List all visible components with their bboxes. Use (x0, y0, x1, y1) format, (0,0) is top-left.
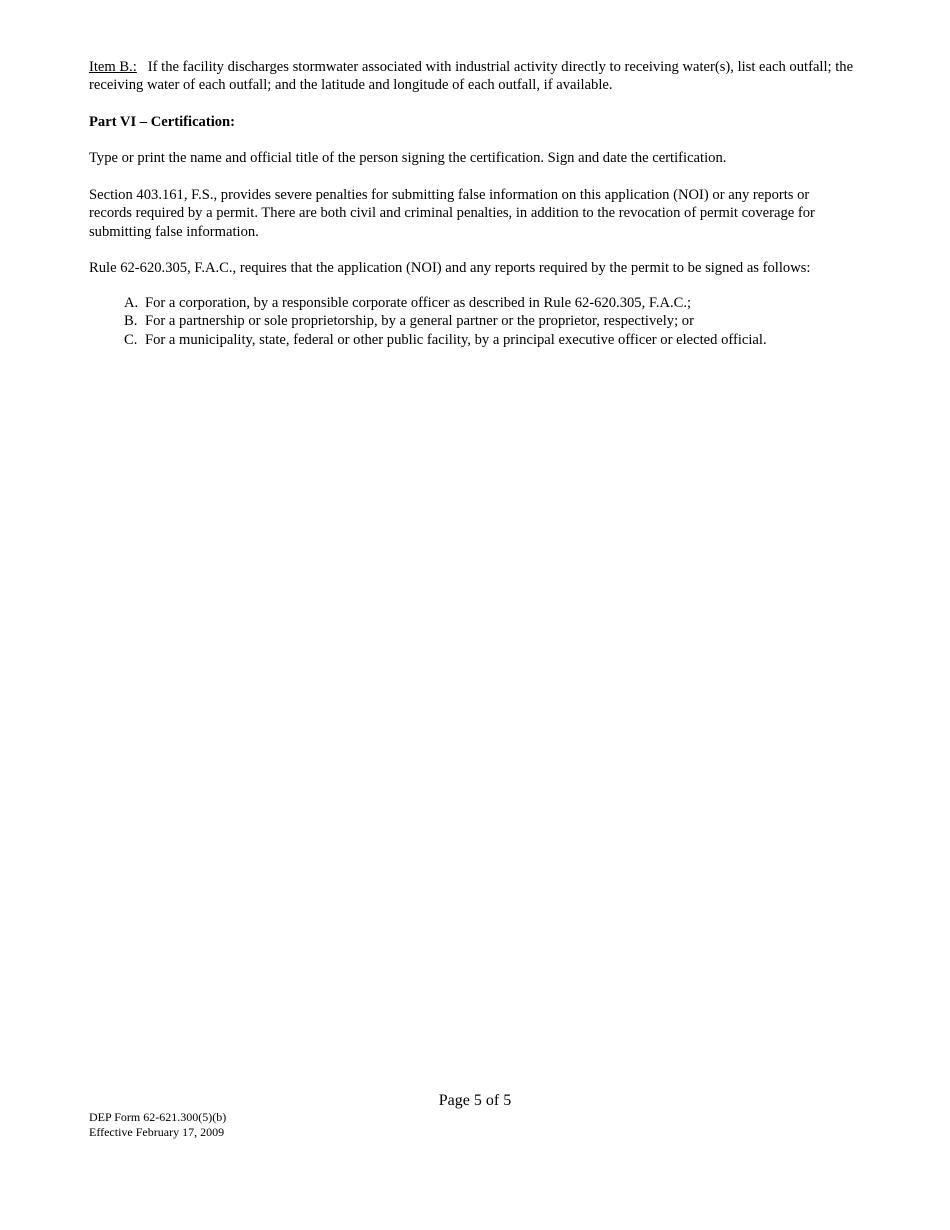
effective-date: Effective February 17, 2009 (89, 1125, 225, 1139)
part-vi-heading: Part VI – Certification: (89, 114, 236, 130)
list-item (124, 312, 864, 330)
list-item-text: For a partnership or sole proprietorship, by a general partner or the proprietor, respectively; or (145, 313, 694, 330)
item-b-text: If the facility discharges stormwater associated with industrial activity directly to receiving water(s), list each outfall; the receiving water of each outfall; and the latitude and longitude of each outfall, if available. (89, 59, 854, 94)
list-marker: B. (124, 313, 138, 330)
list-item-text: For a corporation, by a responsible corporate officer as described in Rule 62-620.305, F.A.C.; (145, 295, 692, 311)
list-item-text: For a municipality, state, federal or other public facility, by a principal executive officer or elected official. (145, 331, 767, 348)
penalties-paragraph: Section 403.161, F.S., provides severe penalties for submitting false information on this application (NOI) or any reports or records required by a permit. There are both civil and criminal penalties, in addition to the revocation of permit coverage for submitting false information. (89, 187, 815, 240)
signatory-list (124, 294, 864, 349)
page-number: Page 5 of 5 (438, 1092, 512, 1109)
item-b-label: Item B.: (89, 59, 137, 75)
item-b-paragraph (89, 58, 854, 95)
form-footer (89, 1110, 226, 1140)
signature-rule-paragraph: Rule 62-620.305, F.A.C., requires that the application (NOI) and any reports required by the permit to be signed as follows: (89, 260, 811, 276)
list-item (124, 331, 864, 349)
list-marker: A. (124, 295, 139, 311)
list-marker: C. (124, 331, 138, 348)
list-item (124, 294, 864, 312)
certification-instructions: Type or print the name and official title of the person signing the certification. Sign and date the certification. (89, 150, 727, 166)
form-number: DEP Form 62-621.300(5)(b) (89, 1110, 227, 1124)
